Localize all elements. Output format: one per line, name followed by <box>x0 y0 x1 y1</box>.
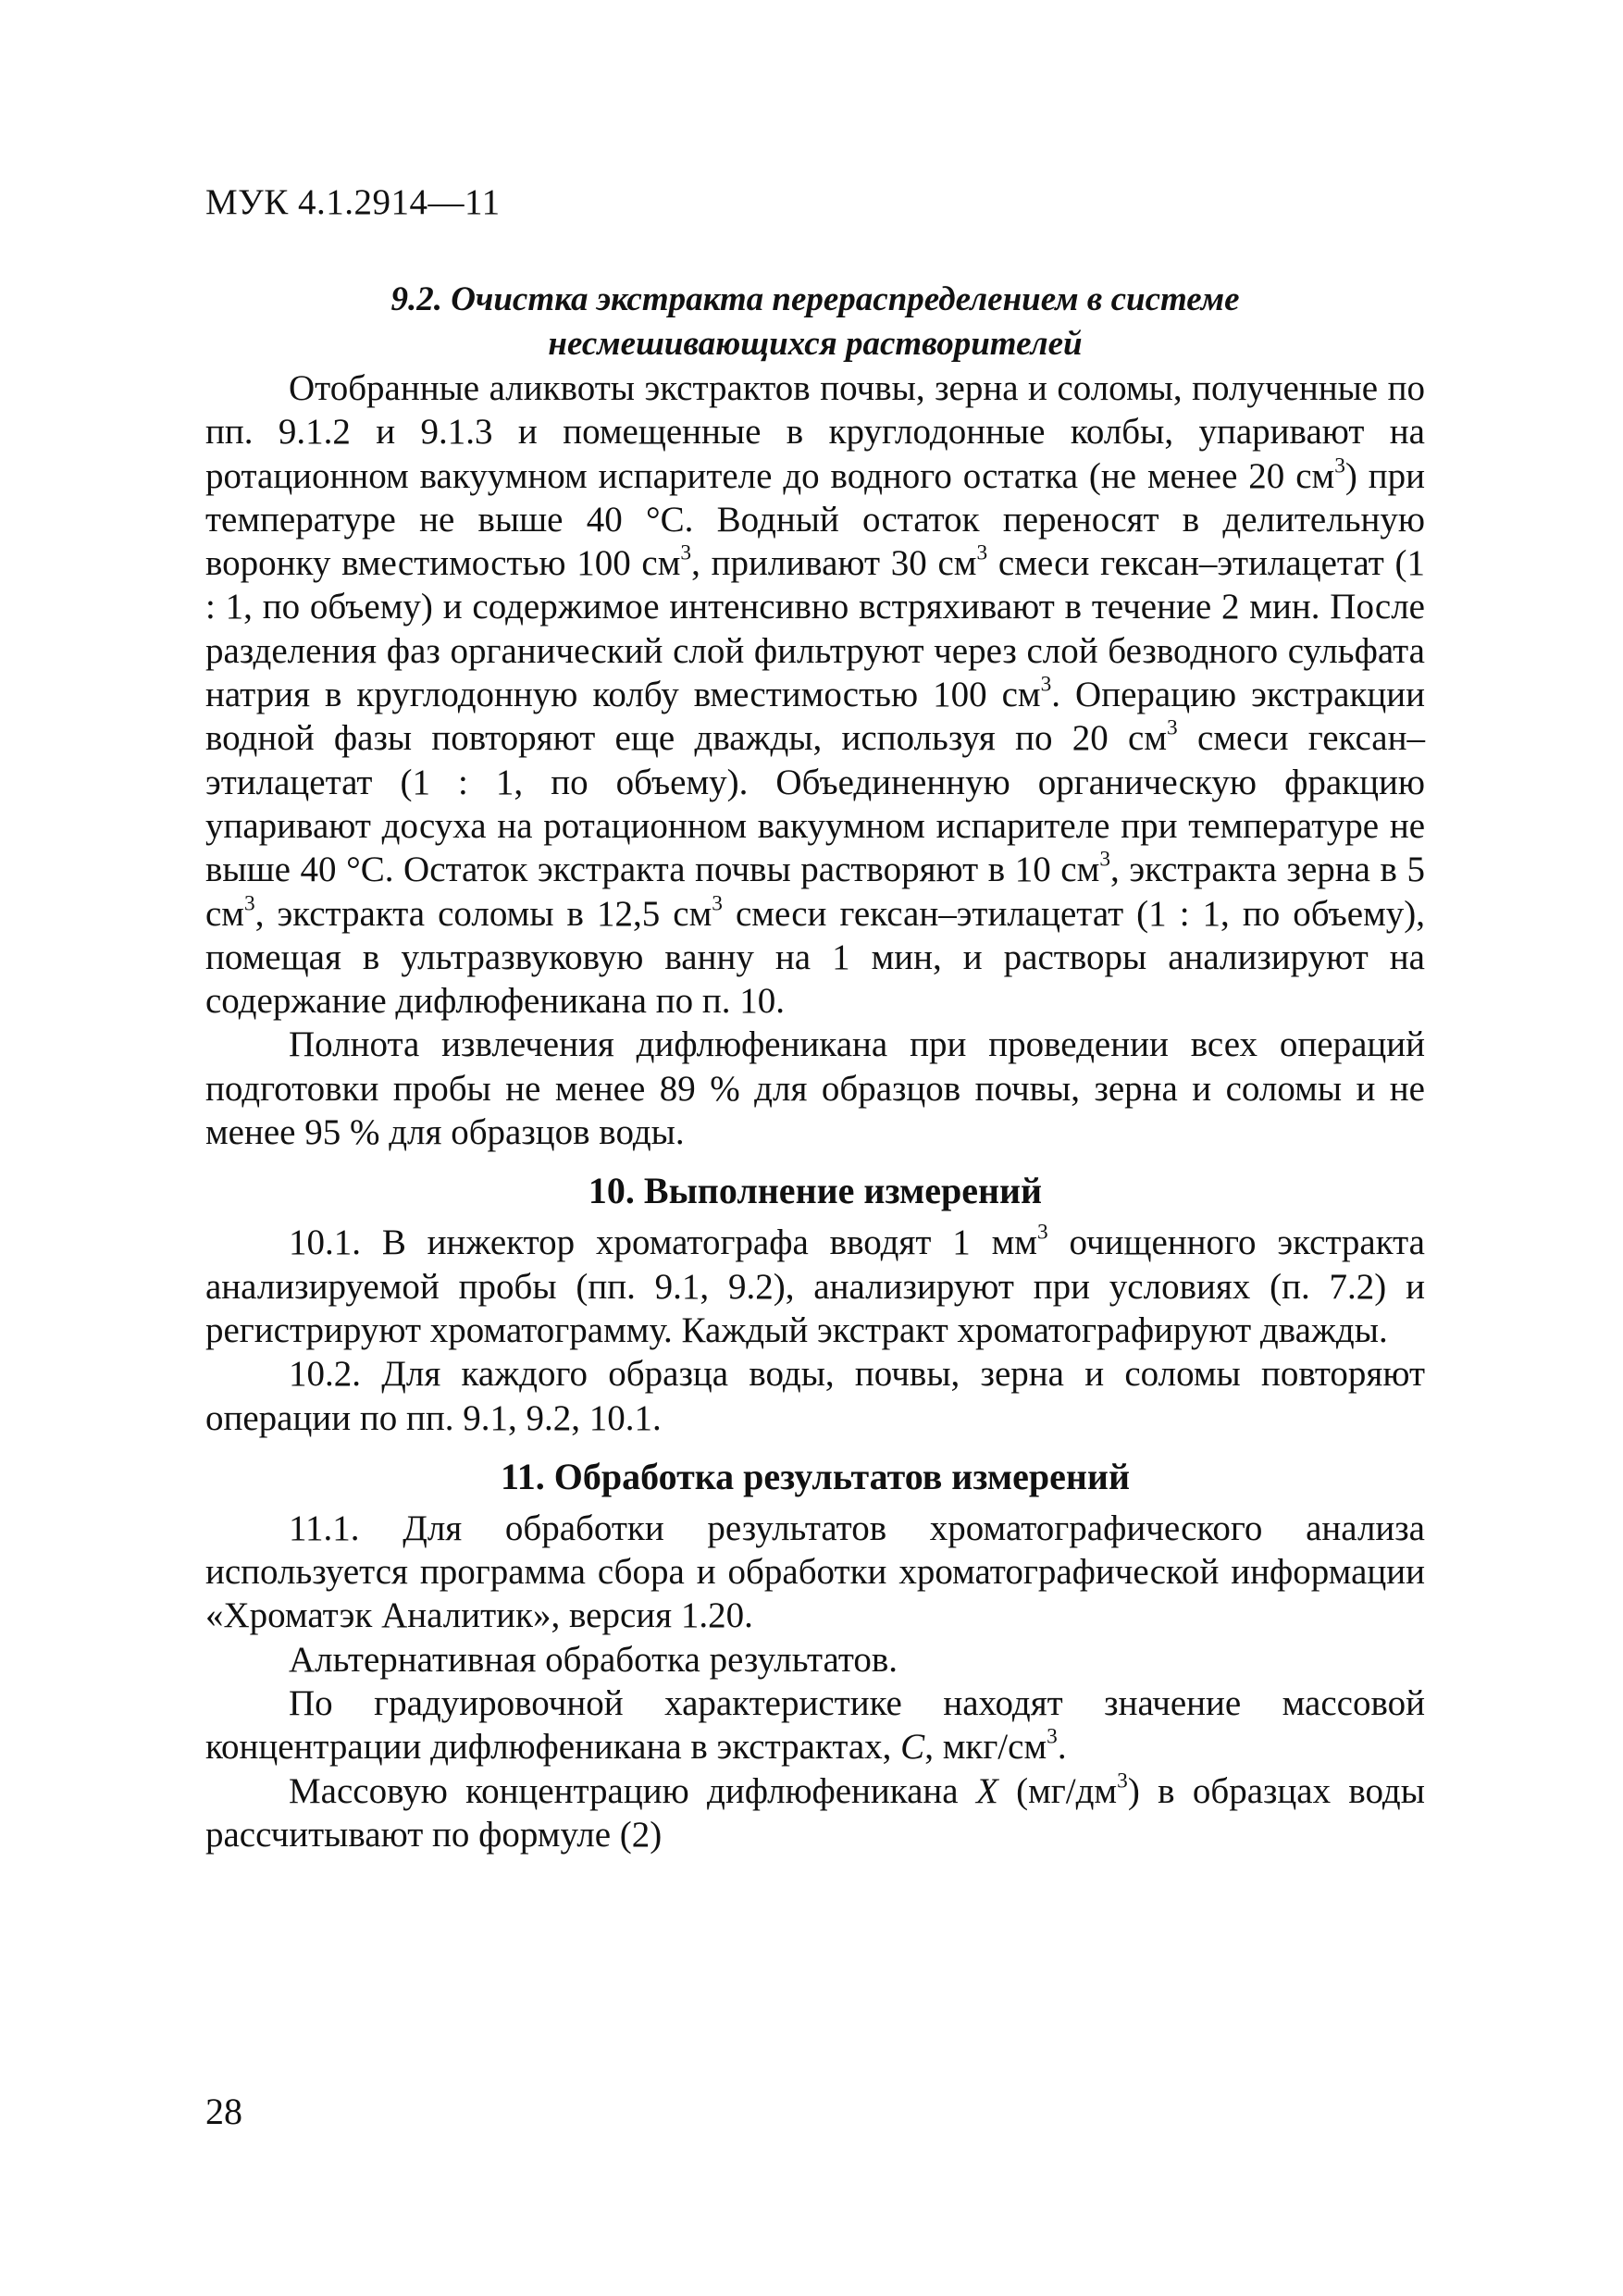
page-number: 28 <box>205 2091 242 2132</box>
paragraph-11-calibration: По градуировочной характеристике находят значение массовой концентрации дифлюфеникана в экстрактах, С, мкг/$см^3$. <box>205 1683 1425 1768</box>
subsection-title-9-2 <box>205 278 1425 366</box>
paragraph-11-1: 11.1. Для обработки результатов хроматографического анализа используется программа сбора и обработки хроматографической информации «Хроматэк Аналитик», версия 1.20. <box>205 1508 1425 1636</box>
paragraph-11-mass-concentration: Массовую концентрацию дифлюфеникана X $(мг/дм^3)$ в образцах воды рассчитывают по формуле (2) <box>205 1769 1425 1855</box>
document-code-header: МУК 4.1.2914—11 <box>205 182 501 222</box>
section-title-10: 10. Выполнение измерений <box>588 1170 1043 1212</box>
paragraph-10-1: 10.1. В инжектор хроматографа вводят 1 $мм^3$ очищенного экстракта анализируемой пробы (пп. 9.1, 9.2), анализируют при условиях (п. 7.2) и регистрируют хроматограмму. Каждый экстракт хроматографируют дважды. <box>205 1220 1425 1350</box>
section-title-11: 11. Обработка результатов измерений <box>500 1455 1131 1497</box>
variable-c: С <box>900 1727 925 1768</box>
paragraph-11-alt: Альтернативная обработка результатов. <box>289 1639 898 1680</box>
paragraph-9-2-2: Полнота извлечения дифлюфеникана при проведении всех операций подготовки пробы не менее 89 % для образцов почвы, зерна и соломы и не менее 95 % для образцов воды. <box>205 1024 1425 1153</box>
page-content <box>205 278 1425 1856</box>
paragraph-9-2-1: Отобранные аликвоты экстрактов почвы, зерна и соломы, полученные по пп. 9.1.2 и 9.1.3 и помещенные в круглодонные колбы, упаривают на ротационном вакуумном испарителе до водного остатка (не менее 20 $см^3$) при температуре не выше 40 °С. Водный остаток переносят в делительную воронку вместимостью 100 $см^3$, приливают 30 $см^3$ смеси гексан–этилацетат (1 : 1, по объему) и содержимое интенсивно встряхивают в течение 2 мин. После разделения фаз органический слой фильтруют через слой безводного сульфата натрия в круглодонную колбу вместимостью 100 $см^3$. Операцию экстракции водной фазы повторяют еще дважды, используя по 20 $см^3$ смеси гексан–этилацетат (1 : 1, по объему). Объединенную органическую фракцию упаривают досуха на ротационном вакуумном испарителе при температуре не выше 40 °С. Остаток экстракта почвы растворяют в 10 $см^3$, экстракта зерна в 5 $см^3$, экстракта соломы в 12,5 $см^3$ смеси гексан–этилацетат (1 : 1, по объему), помещая в ультразвуковую ванну на 1 мин, и растворы анализируют на содержание дифлюфеникана по п. 10. <box>205 368 1426 1022</box>
variable-x: X <box>975 1770 998 1811</box>
subsection-title-line-1: 9.2. Очистка экстракта перераспределением в системе <box>390 280 1240 318</box>
paragraph-10-2: 10.2. Для каждого образца воды, почвы, зерна и соломы повторяют операции по пп. 9.1, 9.2, 10.1. <box>205 1354 1425 1438</box>
subsection-title-line-2: несмешивающихся растворителей <box>548 325 1083 363</box>
